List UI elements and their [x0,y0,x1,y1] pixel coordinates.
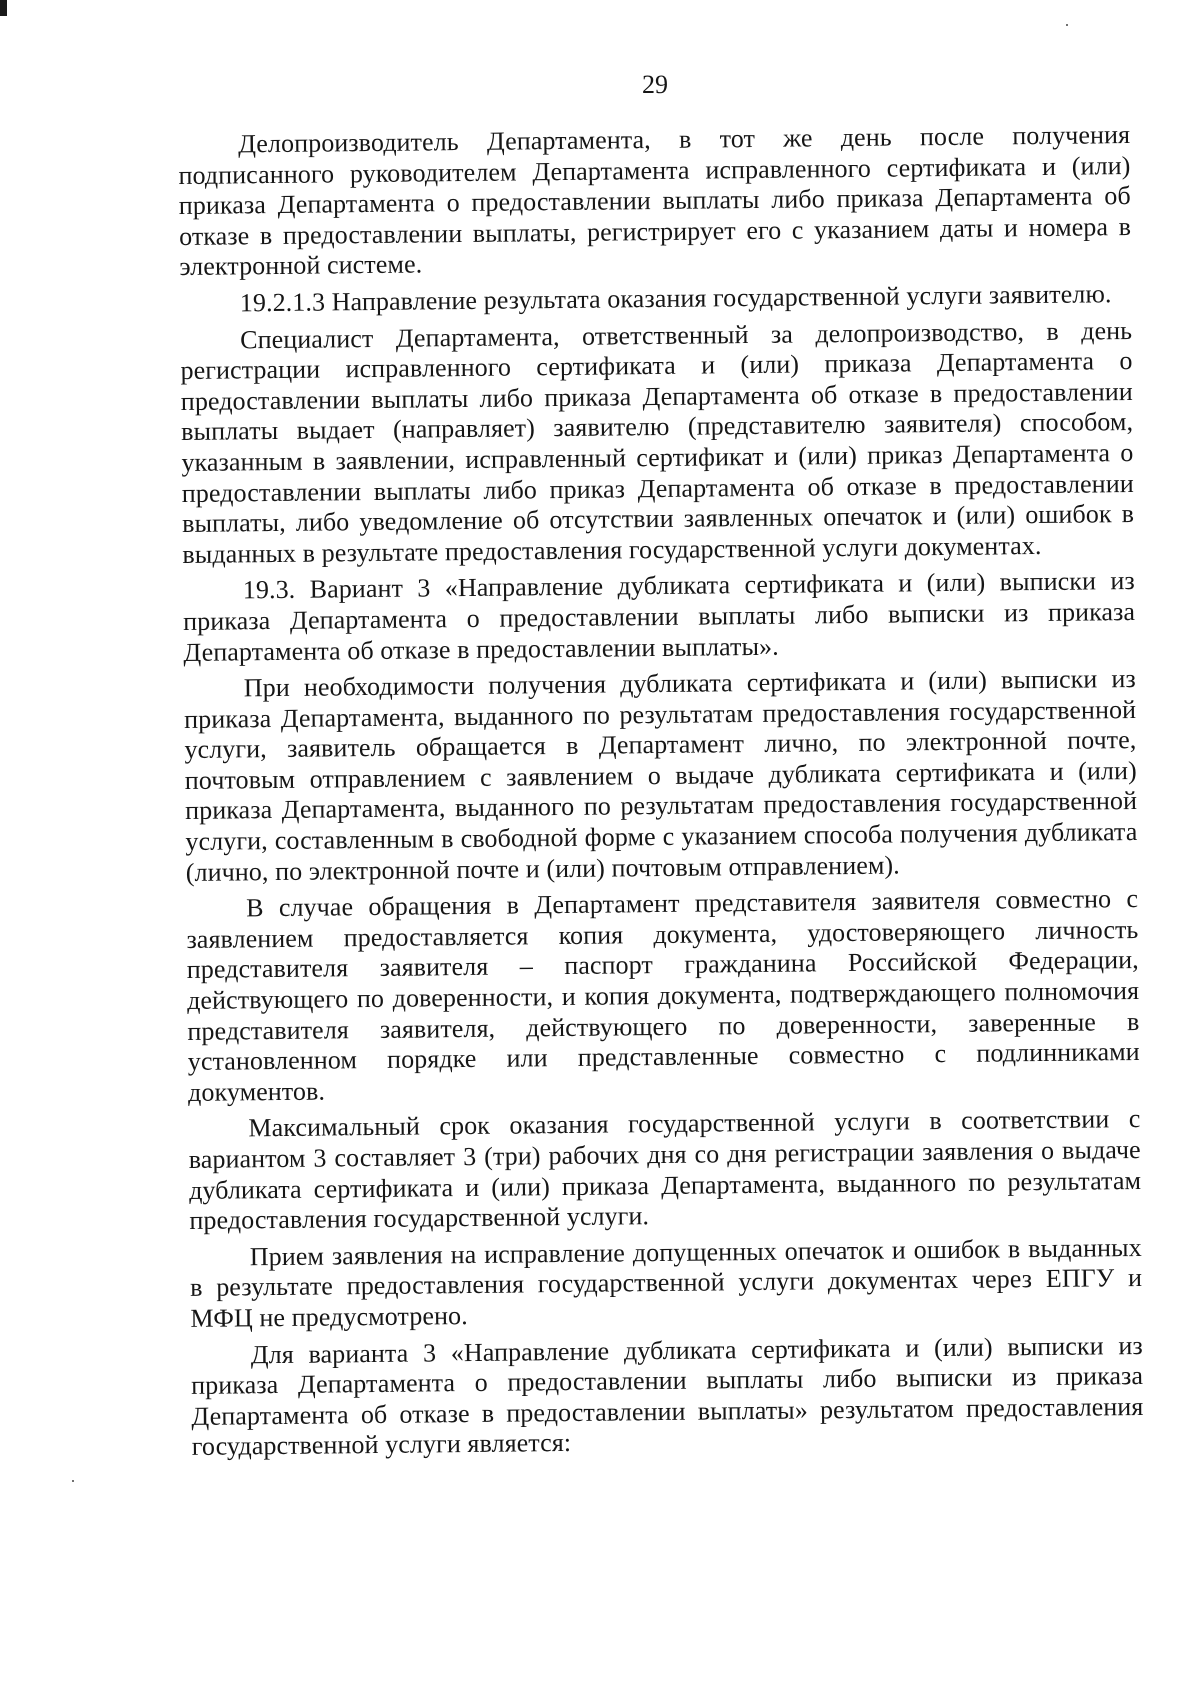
document-body [178,120,1144,1469]
scan-edge-mark [0,0,7,16]
scan-speck [1066,24,1068,26]
paragraph-max-term: Максимальный срок оказания государственной услуги в соответствии с вариантом 3 составляет 3 (три) рабочих дня со дня регистрации заявления о выдаче дубликата сертификата и (или) приказа Департамента, выданного по результатам предоставления государственной услуги. [188,1104,1142,1236]
scan-speck [72,1480,74,1482]
paragraph-no-epgu: Прием заявления на исправление допущенных опечаток и ошибок в выданных в результате предоставления государственной услуги документах через ЕПГУ и МФЦ не предусмотрено. [189,1232,1143,1333]
paragraph-registration: Делопроизводитель Департамента, в тот же день после получения подписанного руководителем Департамента исправленного сертификата и (или) приказа Департамента о предоставлении выплаты либо приказа Департамента об отказе в предоставлении выплаты, регистрирует его с указанием даты и номера в электронной системе. [178,120,1132,282]
paragraph-duplicate-request: При необходимости получения дубликата сертификата и (или) выписки из приказа Департамента, выданного по результатам предоставления государственной услуги, заявитель обращается в Департамент лично, по электронной почте, почтовым отправлением с заявлением о выдаче дубликата сертификата и (или) приказа Департамента, выданного по результатам предоставления государственной услуги, составленным в свободной форме с указанием способа получения дубликата (лично, по электронной почте и (или) почтовым отправлением). [184,664,1138,887]
paragraph-section-19-3: 19.3. Вариант 3 «Направление дубликата сертификата и (или) выписки из приказа Департамента о предоставлении выплаты либо выписки из приказа Департамента об отказе в предоставлении выплаты». [182,566,1136,667]
paragraph-result: Для варианта 3 «Направление дубликата сертификата и (или) выписки из приказа Департамента о предоставлении выплаты либо выписки из приказа Департамента об отказе в предоставлении выплаты» результатом предоставления государственной услуги является: [190,1330,1144,1462]
paragraph-representative: В случае обращения в Департамент представителя заявителя совместно с заявлением предоставляется копия документа, удостоверяющего личность представителя заявителя – паспорт гражданина Российской Федерации, действующего по доверенности, и копия документа, подтверждающего полномочия представителя заявителя, действующего по доверенности, заверенные в установленном порядке или представленные совместно с подлинниками документов. [186,884,1140,1107]
paragraph-delivery: Специалист Департамента, ответственный за делопроизводство, в день регистрации исправленного сертификата и (или) приказа Департамента о предоставлении выплаты либо приказа Департамента об отказе в предоставлении выплаты выдает (направляет) заявителю (представителю заявителя) способом, указанным в заявлении, исправленный сертификат и (или) приказ Департамента о предоставлении выплаты либо приказ Департамента об отказе в предоставлении выплаты, либо уведомление об отсутствии заявленных опечаток и (или) ошибок в выданных в результате предоставления государственной услуги документах. [180,315,1135,569]
paragraph-section-19-2-1-3: 19.2.1.3 Направление результата оказания государственной услуги заявителю. [239,279,1112,318]
page-number: 29 [642,70,668,99]
